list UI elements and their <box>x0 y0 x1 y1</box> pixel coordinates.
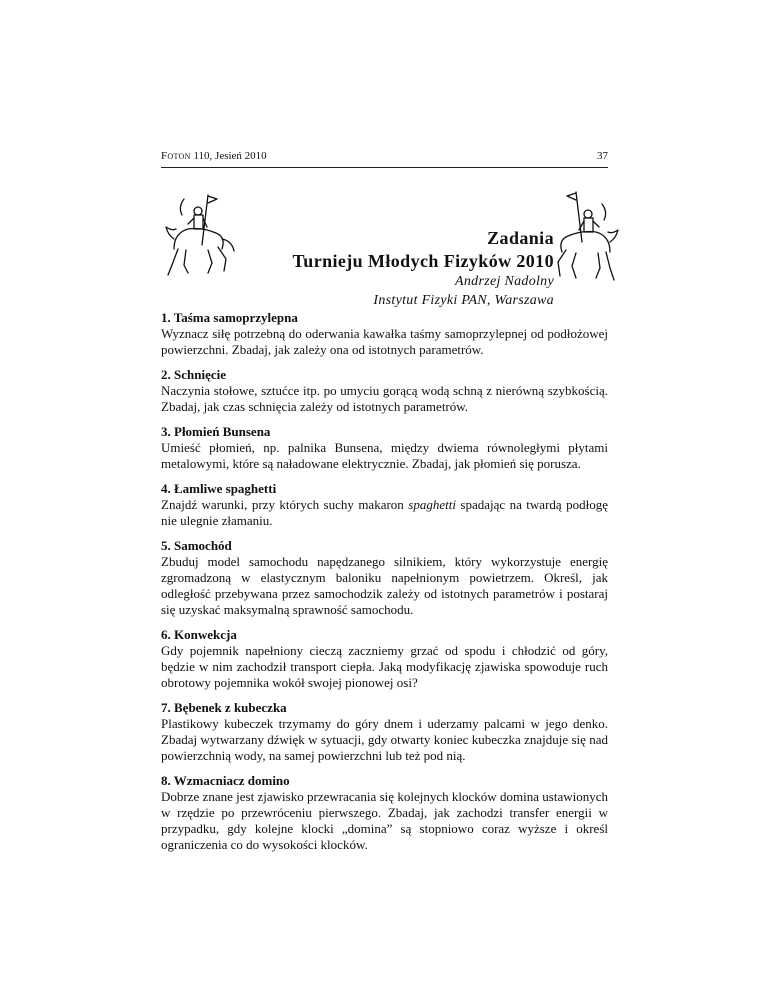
journal-issue <box>161 150 267 162</box>
author-block <box>373 272 554 310</box>
running-header <box>161 147 608 168</box>
task-body: Dobrze znane jest zjawisko przewracania się kolejnych klocków domina ustawionych w rzędzie po przewróceniu pierwszego. Zbadaj, jak zachodzi transfer energii w przypadku, gdy kolejne klocki „domina” są stopniowo coraz wyższe i określ ograniczenia co do wysokości klocków. <box>161 789 608 852</box>
knight-emblem-right-icon <box>552 190 622 285</box>
task-item <box>161 538 608 618</box>
task-body-italic: spaghetti <box>408 497 456 512</box>
task-item <box>161 481 608 529</box>
task-heading: 1. Taśma samoprzylepna <box>161 310 298 325</box>
page-number: 37 <box>597 150 608 162</box>
task-body: Gdy pojemnik napełniony cieczą zaczniemy grzać od spodu i chłodzić od góry, będzie w nim zachodził transport ciepła. Jaką modyfikację zjawiska spowoduje ruch obrotowy pojemnika wokół swojej pionowej osi? <box>161 643 608 690</box>
task-heading: 7. Bębenek z kubeczka <box>161 700 287 715</box>
author-affiliation: Instytut Fizyki PAN, Warszawa <box>373 293 554 308</box>
task-item <box>161 367 608 415</box>
task-body: Wyznacz siłę potrzebną do oderwania kawałka taśmy samoprzylepnej od podłożowej powierzchni. Zbadaj, jak zależy ona od istotnych parametrów. <box>161 326 608 357</box>
task-body: Umieść płomień, np. palnika Bunsena, między dwiema równoległymi płytami metalowymi, które są naładowane elektrycznie. Zbadaj, jak płomień się porusza. <box>161 440 608 471</box>
task-item <box>161 700 608 764</box>
task-heading: 2. Schnięcie <box>161 367 226 382</box>
task-item <box>161 627 608 691</box>
task-item <box>161 773 608 853</box>
task-item <box>161 424 608 472</box>
author-name: Andrzej Nadolny <box>455 274 554 289</box>
title-line-2: Turnieju Młodych Fizyków 2010 <box>292 251 554 271</box>
task-body-part: spadając na twardą podłogę nie ulegnie złamaniu. <box>161 497 609 528</box>
task-heading: 4. Łamliwe spaghetti <box>161 481 277 496</box>
title-line-1: Zadania <box>487 228 554 248</box>
task-heading: 6. Konwekcja <box>161 627 237 642</box>
journal-name: Foton <box>161 150 191 162</box>
task-heading: 3. Płomień Bunsena <box>161 424 271 439</box>
issue-label: 110, Jesień 2010 <box>193 150 267 162</box>
task-list <box>161 310 608 862</box>
task-item <box>161 310 608 358</box>
task-heading: 5. Samochód <box>161 538 232 553</box>
article-title <box>293 227 554 273</box>
task-body <box>161 497 608 529</box>
task-body: Zbuduj model samochodu napędzanego silnikiem, który wykorzystuje energię zgromadzoną w elastycznym baloniku napełnionym powietrzem. Określ, jak odległość przebywana przez samochodzik zależy od istotnych parametrów i postaraj się uzyskać maksymalną sprawność samochodu. <box>161 554 608 617</box>
task-body-part: Znajdź warunki, przy których suchy makaron <box>161 497 409 512</box>
task-body: Plastikowy kubeczek trzymamy do góry dnem i uderzamy palcami w jego denko. Zbadaj wytwarzany dźwięk w sytuacji, gdy otwarty koniec kubeczka znajduje się nad powierzchnią wody, na samej powierzchni lub też pod nią. <box>161 716 608 763</box>
task-body: Naczynia stołowe, sztućce itp. po umyciu gorącą wodą schną z nierówną szybkością. Zbadaj, jak czas schnięcia zależy od istotnych parametrów. <box>161 383 608 414</box>
task-heading: 8. Wzmacniacz domino <box>161 773 290 788</box>
knight-emblem-left-icon <box>160 193 242 279</box>
